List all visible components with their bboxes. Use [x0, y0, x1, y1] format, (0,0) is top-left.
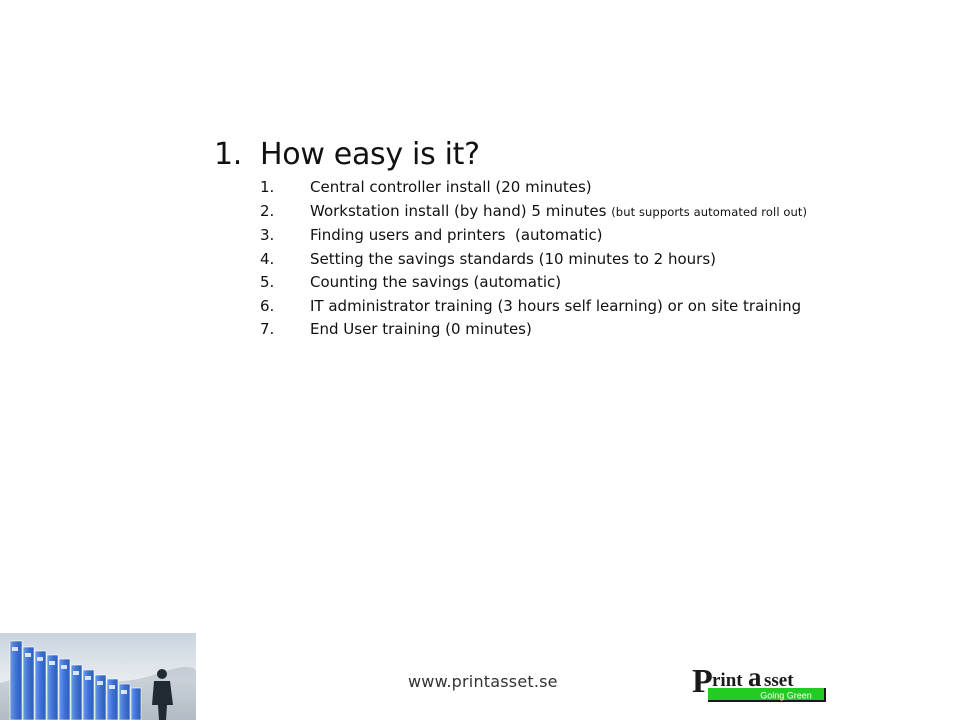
item-number: 1. [260, 178, 275, 196]
item-text: IT administrator training (3 hours self learning) or on site training [310, 296, 802, 315]
printasset-logo [692, 662, 828, 708]
item-text [310, 200, 807, 225]
item-main-text: Workstation install (by hand) 5 minutes [310, 201, 612, 220]
list-item [260, 295, 914, 319]
slide-content [214, 136, 914, 342]
item-text: Finding users and printers (automatic) [310, 226, 603, 244]
list-item [260, 176, 914, 200]
svg-text:Going Green: Going Green [760, 690, 812, 701]
item-text: Counting the savings (automatic) [310, 273, 562, 291]
heading-number: 1. [214, 137, 243, 172]
slide-heading [214, 136, 914, 174]
item-number: 3. [260, 226, 275, 244]
item-note: (but supports automated roll out) [611, 204, 808, 219]
list-item [260, 271, 914, 295]
item-number: 7. [260, 320, 275, 338]
heading-text: How easy is it? [260, 137, 480, 172]
item-number: 5. [260, 273, 275, 291]
item-text: End User training (0 minutes) [310, 320, 532, 338]
footer-bars-illustration [0, 633, 196, 720]
list-item [260, 200, 914, 225]
list-item [260, 318, 914, 342]
svg-text:rint: rint [712, 670, 743, 691]
svg-text:sset: sset [764, 670, 794, 691]
svg-text:a: a [748, 662, 762, 692]
item-text: Central controller install (20 minutes) [310, 178, 592, 196]
item-number: 4. [260, 249, 275, 268]
steps-list [260, 176, 914, 342]
list-item [260, 224, 914, 248]
list-item [260, 248, 914, 272]
item-number: 2. [260, 201, 275, 220]
item-text: Setting the savings standards (10 minutes to 2 hours) [310, 249, 716, 268]
item-number: 6. [260, 296, 275, 315]
website-url: www.printasset.se [408, 672, 558, 691]
svg-text:P: P [692, 663, 713, 700]
